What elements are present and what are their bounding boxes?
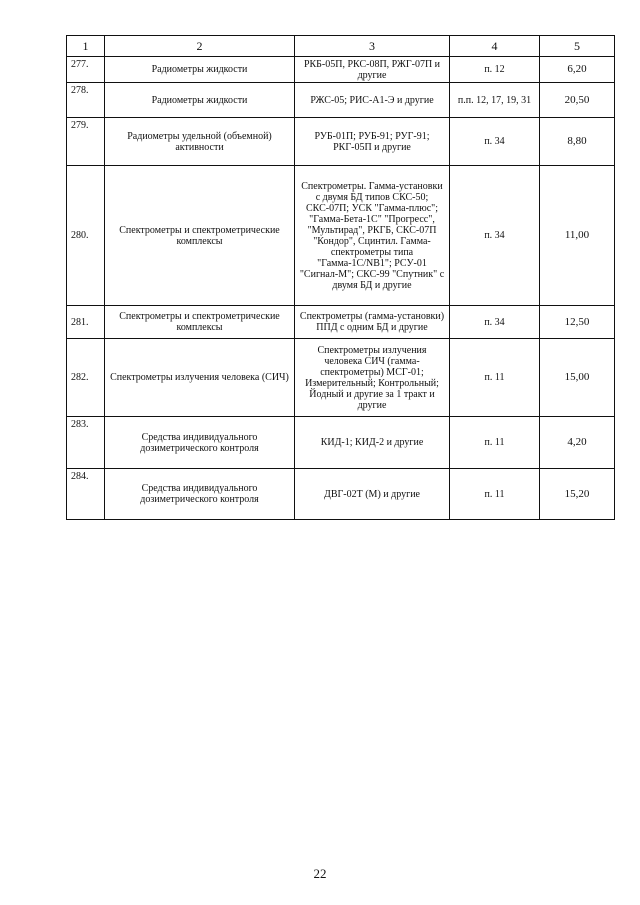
table-row <box>67 57 615 83</box>
header-col-1: 1 <box>67 36 105 57</box>
device-models: Спектрометры (гамма-установки) ППД с одним БД и другие <box>295 306 450 339</box>
device-name: Спектрометры и спектрометрические комплексы <box>105 306 295 339</box>
price-table <box>66 35 615 520</box>
device-name: Средства индивидуального дозиметрического контроля <box>105 469 295 520</box>
price: 15,20 <box>540 469 615 520</box>
device-name: Спектрометры излучения человека (СИЧ) <box>105 339 295 417</box>
row-number: 283. <box>67 417 105 469</box>
device-models: ДВГ-02Т (М) и другие <box>295 469 450 520</box>
row-number: 284. <box>67 469 105 520</box>
device-models: Спектрометры. Гамма-установки с двумя БД типов СКС-50; СКС-07П; УСК "Гамма-плюс"; "Гамма-Бета-1С" "Прогресс", "Мультирад", РКГБ, СКС-07П "Кондор", Сцинтил. Гамма-спектрометры типа "Гамма-1С/NB1"; РСУ-01 "Сигнал-М"; СКС-99 "Спутник" с двумя БД и другие <box>295 166 450 306</box>
price: 20,50 <box>540 83 615 118</box>
row-number: 280. <box>67 166 105 306</box>
header-col-2: 2 <box>105 36 295 57</box>
price: 11,00 <box>540 166 615 306</box>
row-number: 282. <box>67 339 105 417</box>
row-number: 278. <box>67 83 105 118</box>
row-number: 279. <box>67 118 105 166</box>
table-row <box>67 83 615 118</box>
table-row <box>67 166 615 306</box>
table-row <box>67 306 615 339</box>
device-models: РКБ-05П, РКС-08П, РЖГ-07П и другие <box>295 57 450 83</box>
device-name: Радиометры удельной (объемной) активности <box>105 118 295 166</box>
reference: п. 11 <box>450 339 540 417</box>
table-row <box>67 469 615 520</box>
reference: п. 34 <box>450 118 540 166</box>
reference: п. 34 <box>450 166 540 306</box>
device-name: Радиометры жидкости <box>105 83 295 118</box>
header-col-4: 4 <box>450 36 540 57</box>
price: 6,20 <box>540 57 615 83</box>
price: 12,50 <box>540 306 615 339</box>
reference: п. 11 <box>450 469 540 520</box>
header-col-3: 3 <box>295 36 450 57</box>
row-number: 281. <box>67 306 105 339</box>
device-models: КИД-1; КИД-2 и другие <box>295 417 450 469</box>
device-models: РЖС-05; РИС-А1-Э и другие <box>295 83 450 118</box>
device-models: РУБ-01П; РУБ-91; РУГ-91; РКГ-05П и другие <box>295 118 450 166</box>
header-col-5: 5 <box>540 36 615 57</box>
page-number: 22 <box>313 866 327 881</box>
table-row <box>67 417 615 469</box>
device-name: Спектрометры и спектрометрические комплексы <box>105 166 295 306</box>
price: 4,20 <box>540 417 615 469</box>
device-name: Радиометры жидкости <box>105 57 295 83</box>
reference: п. 34 <box>450 306 540 339</box>
device-name: Средства индивидуального дозиметрического контроля <box>105 417 295 469</box>
table-row <box>67 339 615 417</box>
price: 15,00 <box>540 339 615 417</box>
reference: п. 12 <box>450 57 540 83</box>
header-row <box>67 36 615 57</box>
table-row <box>67 118 615 166</box>
reference: п. 11 <box>450 417 540 469</box>
reference: п.п. 12, 17, 19, 31 <box>450 83 540 118</box>
price: 8,80 <box>540 118 615 166</box>
device-models: Спектрометры излучения человека СИЧ (гамма-спектрометры) МСГ-01; Измерительный; Контрольный; Йодный и другие за 1 тракт и другие <box>295 339 450 417</box>
row-number: 277. <box>67 57 105 83</box>
